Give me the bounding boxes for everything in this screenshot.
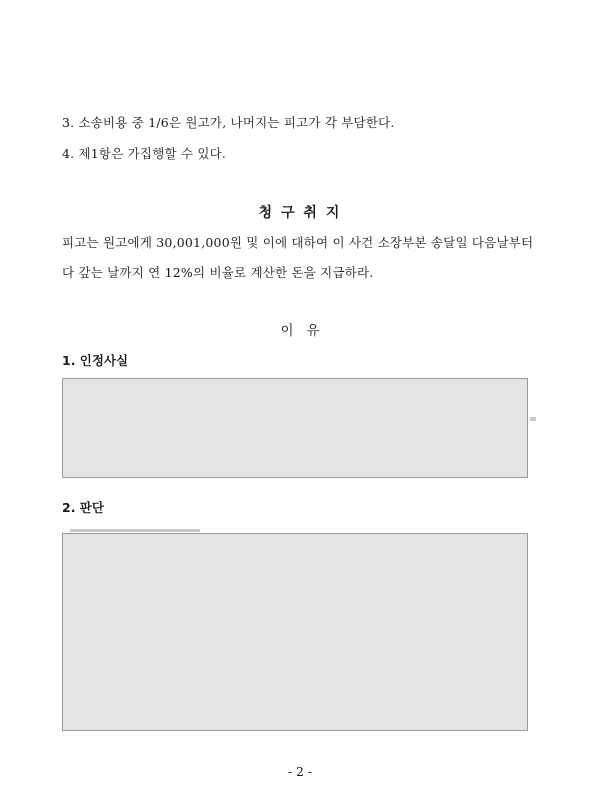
- section-2-title: 2. 판단: [62, 500, 104, 515]
- hidden-text-fragment: [530, 417, 536, 421]
- claim-line-1: 피고는 원고에게 30,001,000원 및 이에 대하여 이 사건 소장부본 송달일 다음날부터: [62, 235, 534, 250]
- claim-line-2: 다 갚는 날까지 연 12%의 비율로 계산한 돈을 지급하라.: [62, 265, 374, 280]
- reasons-heading: 이 유: [280, 323, 320, 339]
- item-4: 4. 제1항은 가집행할 수 있다.: [62, 146, 227, 161]
- hidden-text-fragment: [70, 529, 200, 532]
- redaction-box-judgment: [62, 533, 528, 731]
- redaction-box-facts: [62, 378, 528, 478]
- section-1-title: 1. 인정사실: [62, 353, 129, 368]
- item-3: 3. 소송비용 중 1/6은 원고가, 나머지는 피고가 각 부담한다.: [62, 115, 395, 130]
- page-number: - 2 -: [287, 764, 313, 779]
- claim-heading: 청 구 취 지: [258, 205, 342, 221]
